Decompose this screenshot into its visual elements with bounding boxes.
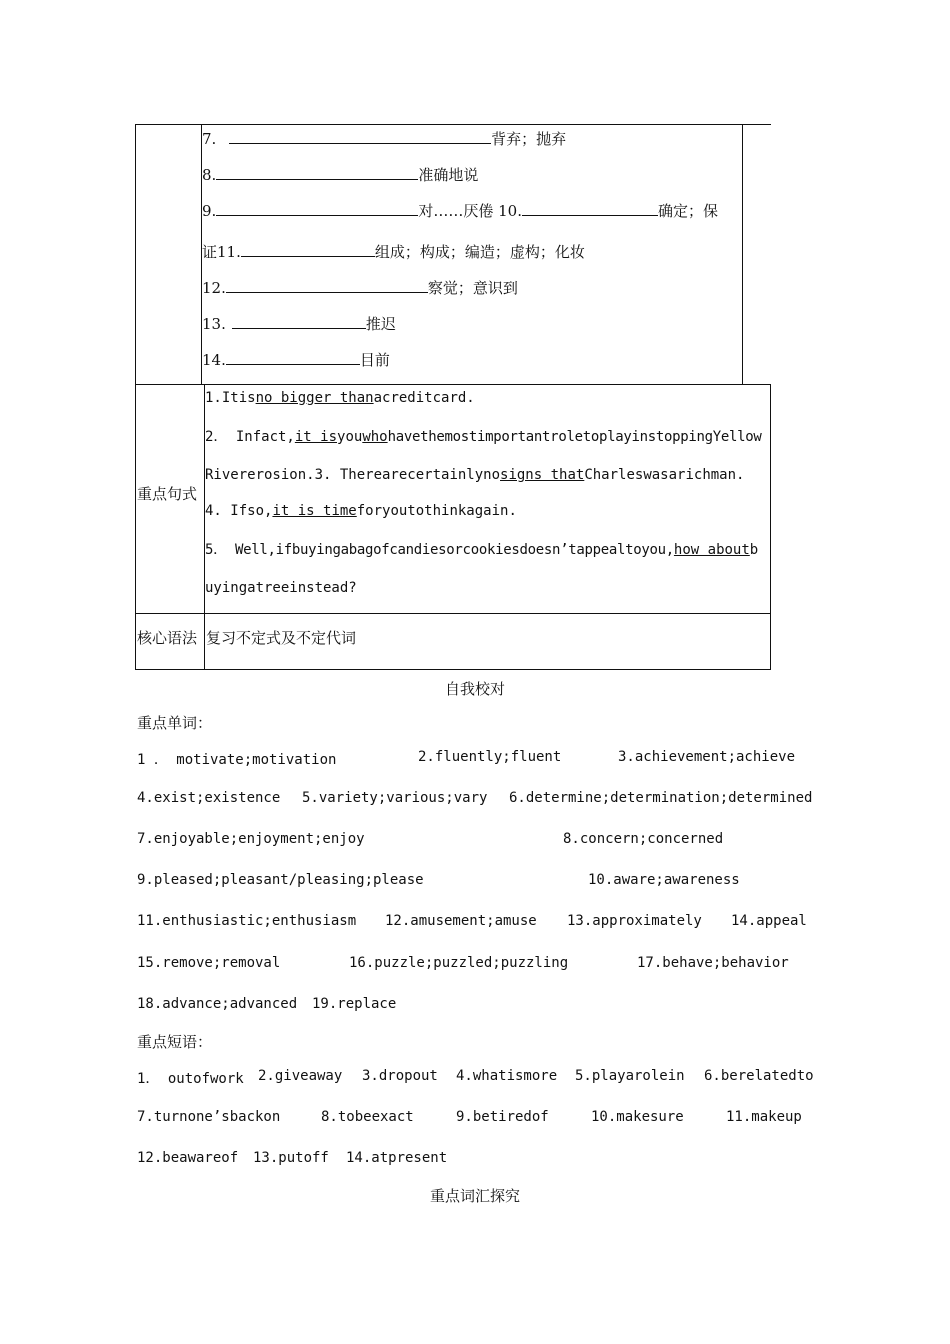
list-item: 9.betiredof <box>456 1109 549 1125</box>
list-item: 4.whatismore <box>456 1068 558 1084</box>
self-check-title: 自我校对 <box>444 680 505 698</box>
list-item: 6.determine;determination;determined <box>509 790 813 806</box>
answer-blank[interactable] <box>226 278 428 293</box>
list-item: 7.enjoyable;enjoyment;enjoy <box>137 831 365 847</box>
vocab-row-11 <box>202 241 585 262</box>
grammar-label: 核心语法 <box>137 629 198 647</box>
list-item: 10.makesure <box>591 1109 684 1125</box>
vocab-row-12 <box>202 277 518 298</box>
list-item: 13.approximately <box>567 913 702 929</box>
sentence-2-3: Rivererosion.3. Therearecertainlynosigns thatCharleswasarichman. <box>205 467 745 483</box>
row-meaning: 组成；构成；编造；虚构；化妆 <box>374 243 585 261</box>
list-item: 3.dropout <box>362 1068 438 1084</box>
list-item: 6.berelatedto <box>704 1068 814 1084</box>
list-item: 3.achievement;achieve <box>618 749 796 765</box>
list-item: 11.enthusiastic;enthusiasm <box>137 913 357 929</box>
vocab-row-14 <box>202 349 390 370</box>
list-item: 9.pleased;pleasant/pleasing;please <box>137 872 424 888</box>
sentence-1: 1.Itisno bigger thanacreditcard. <box>205 390 475 406</box>
row-meaning: 对……厌倦 <box>418 202 494 220</box>
phrases-heading: 重点短语： <box>137 1033 213 1051</box>
row-meaning: 准确地说 <box>418 166 479 184</box>
row-number: 12. <box>202 279 226 297</box>
list-item: 8.concern;concerned <box>563 831 724 847</box>
list-item: 4.exist;existence <box>137 790 281 806</box>
row-meaning: 目前 <box>359 351 390 369</box>
vocab-row-7 <box>202 128 566 149</box>
list-item: 13.putoff <box>253 1150 329 1166</box>
row-number: 8. <box>202 166 217 184</box>
answer-blank[interactable] <box>216 201 418 216</box>
list-item: 8.tobeexact <box>321 1109 414 1125</box>
vocab-explore-title: 重点词汇探究 <box>429 1187 520 1205</box>
row-number: 9. <box>202 202 217 220</box>
list-item: 11.makeup <box>726 1109 802 1125</box>
list-item: 12.beawareof <box>137 1150 239 1166</box>
key-sentences-label: 重点句式 <box>137 485 198 503</box>
list-item: 2.fluently;fluent <box>418 749 562 765</box>
row-number: 7. <box>202 130 217 148</box>
answer-blank[interactable] <box>229 129 491 144</box>
answer-blank[interactable] <box>232 314 366 329</box>
list-item: 1 ． motivate;motivation <box>137 752 337 768</box>
vocab-row-13 <box>202 313 396 334</box>
list-item: 19.replace <box>312 996 397 1012</box>
list-item: 2.giveaway <box>258 1068 343 1084</box>
row-number: 10. <box>498 202 522 220</box>
row-number: 14. <box>202 351 226 369</box>
sentence-5: 5． Well,ifbuyingabagofcandiesorcookiesdoesn’tappealtoyou,how aboutb <box>205 542 759 558</box>
row-continuation: 证 <box>202 243 218 261</box>
list-item: 12.amusement;amuse <box>385 913 537 929</box>
answer-blank[interactable] <box>522 201 658 216</box>
list-item: 17.behave;behavior <box>637 955 789 971</box>
sentence-5-cont: uyingatreeinstead? <box>205 580 357 596</box>
row-meaning: 背弃；抛弃 <box>491 130 567 148</box>
list-item: 10.aware;awareness <box>588 872 740 888</box>
answer-blank[interactable] <box>241 242 375 257</box>
row-meaning: 推迟 <box>365 315 396 333</box>
sentence-4: 4. Ifso,it is timeforyoutothinkagain. <box>205 503 517 519</box>
list-item: 5.playarolein <box>575 1068 685 1084</box>
list-item: 7.turnone’sbackon <box>137 1109 281 1125</box>
row-meaning: 确定；保 <box>657 202 718 220</box>
sentence-2: 2． Infact,it isyouwhohavethemostimportantroletoplayinstoppingYellow <box>205 429 762 445</box>
vocab-row-8 <box>202 164 478 185</box>
vocab-row-9-10 <box>202 200 718 221</box>
list-item: 15.remove;removal <box>137 955 281 971</box>
answer-blank[interactable] <box>226 350 360 365</box>
row-number: 13. <box>202 315 226 333</box>
words-heading: 重点单词： <box>137 714 213 732</box>
list-item: 14.atpresent <box>346 1150 448 1166</box>
list-item: 1． outofwork <box>137 1071 244 1087</box>
row-meaning: 察觉；意识到 <box>427 279 518 297</box>
answer-blank[interactable] <box>216 165 418 180</box>
list-item: 18.advance;advanced <box>137 996 298 1012</box>
grammar-content: 复习不定式及不定代词 <box>206 629 357 647</box>
list-item: 16.puzzle;puzzled;puzzling <box>349 955 569 971</box>
row-number: 11. <box>217 243 241 261</box>
list-item: 14.appeal <box>731 913 807 929</box>
list-item: 5.variety;various;vary <box>302 790 488 806</box>
